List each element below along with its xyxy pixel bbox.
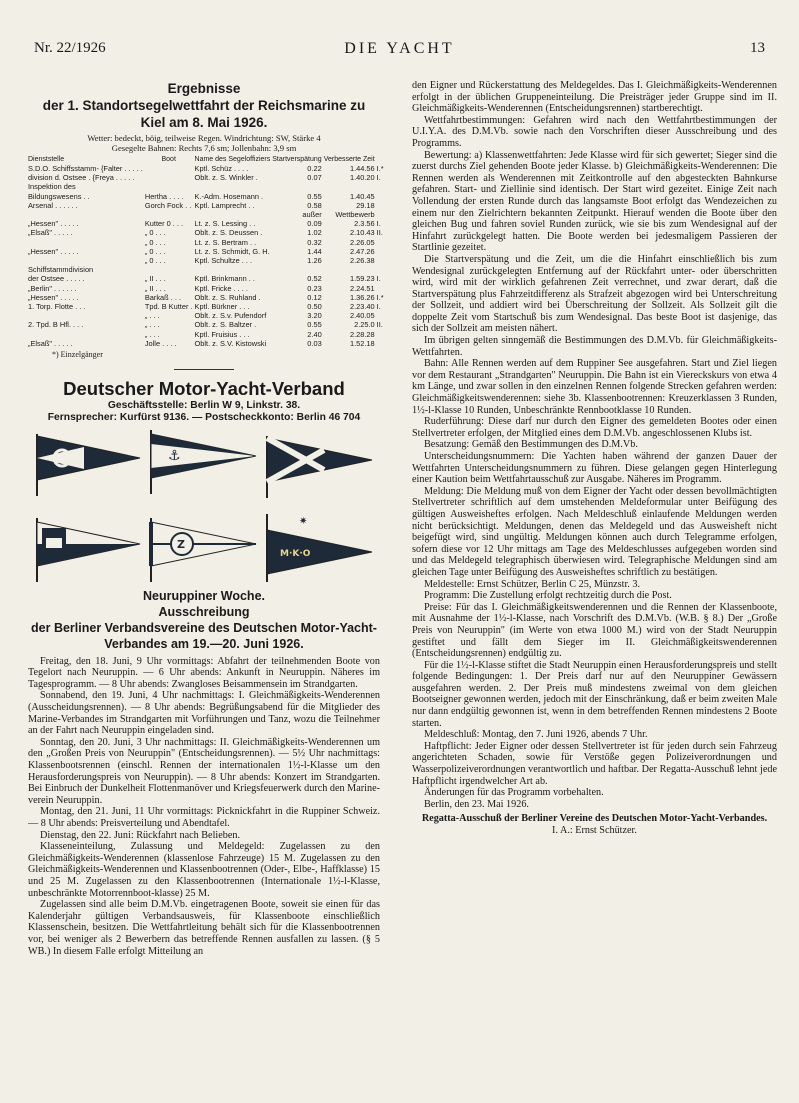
table-cell: I.: [376, 173, 381, 183]
table-cell: „Berlin" . . . . . .: [28, 283, 77, 293]
col-header: [377, 156, 386, 164]
results-table: [28, 156, 386, 348]
table-cell: 2.3.56: [354, 219, 375, 229]
table-cell: 2.10.43: [349, 228, 375, 238]
paragraph: Zugelassen sind alle beim D.M.Vb. eingetragenen Boote, soweit sie einen für das Kalenderjahr gültigen Verbandsausweis, für Klassenboote einschließlich Klassenschein, besitzen. Die Wettfahrtleitung behält sich für die Klassenbootrennen vor, bei weniger als 2 Bewerbern das betreffende Rennen ausfallen zu lassen. (§ 5 WB.) In diesem Falle erfolgt Mitteilung an: [28, 899, 380, 957]
col-header: Startverspätung: [272, 156, 322, 163]
right-column: [412, 80, 777, 837]
table-cell: Kptl. Fricke . . . .: [194, 283, 248, 293]
weather-line: Wetter: bedeckt, böig, teilweise Regen. Windrichtung: SW, Stärke 4: [87, 133, 321, 143]
table-cell: „Hessen" . . . . .: [28, 219, 79, 229]
left-column: [28, 80, 384, 957]
table-row: [28, 164, 386, 173]
paragraph: Für die 1½-l-Klasse stiftet die Stadt Neuruppin einen Herausforderungspreis und stellt folgende Bedingungen: 1. Der Preis darf nur auf den Neuruppiner Gewässern ausgefahren werden. 2. Der Preis muß mindestens zweimal von dem gleichen Bootseigner gewonnen werden, jedoch mit der Einschränkung, daß er beim zweiten Male nur dann endgültig gewonnen ist, wenn in dem betreffenden Rennen mindestens 2 Boote starten.: [412, 659, 777, 729]
table-row: [28, 228, 386, 237]
table-cell: [145, 164, 195, 173]
table-cell: [145, 210, 195, 219]
table-cell: I.: [376, 219, 381, 229]
results-title-2: der 1. Standortsegelwettfahrt der Reichsmarine zu: [42, 98, 366, 113]
course-line: Gesegelte Bahnen: Rechts 7,6 sm; Jollenbahn: 3,9 sm: [111, 143, 297, 153]
burgee-flags: [28, 428, 380, 588]
table-cell: [377, 339, 386, 348]
table-cell: 0.32: [307, 237, 322, 247]
col-header: Boot: [161, 156, 176, 163]
table-cell: [377, 311, 386, 320]
page-number: 13: [750, 40, 765, 56]
table-cell: 0.50: [307, 302, 322, 312]
table-cell: Wettbewerb: [335, 210, 375, 220]
table-cell: 1. Torp. Flotte . . .: [28, 302, 86, 312]
table-cell: „ 0 . . .: [144, 228, 166, 238]
table-cell: der Ostsee . . . . .: [28, 274, 85, 284]
table-cell: „Hessen" . . . . .: [28, 292, 79, 302]
table-cell: Oblt. z. S.V. Kistowski: [194, 338, 267, 348]
table-cell: [195, 210, 273, 219]
table-row: [28, 293, 386, 302]
table-row: [28, 320, 386, 329]
table-cell: [195, 182, 273, 191]
table-cell: [377, 256, 386, 265]
issue-number: Nr. 22/1926: [34, 40, 106, 56]
table-cell: 1.40.20: [349, 173, 375, 183]
table-cell: Oblt. z. S. Deussen .: [194, 228, 263, 238]
paragraph: Bahn: Alle Rennen werden auf dem Ruppiner See ausgefahren. Start und Ziel liegen vor dem Restaurant „Strandgarten" Neuruppin. Die Bahn ist ein Viereckskurs von etwa 4 km Länge, und zwar sollen in den einzelnen Rennen folgende Strecken gefahren werden: Gleichmäßigkeitswenderennen: siehe 3b. Klassenbootrennen: Kreuzerklassen 3 Runden, 1½-l-Klasse 10 Runden, Unbeschränkte Rennbootklasse 10 Runden.: [412, 358, 777, 416]
table-cell: 0.22: [307, 164, 322, 173]
table-cell: 2.23.40: [349, 302, 375, 312]
table-cell: 2.24.51: [349, 283, 375, 293]
paragraph: Sonntag, den 20. Juni, 3 Uhr nachmittags: II. Gleichmäßigkeits-Wenderennen um den „Großen Preis von Neuruppin" (Entscheidungsrennen). — 5½ Uhr nachmittags: Klassenbootsrennen (einschl. Rennen der internationalen 1½-l-Klasse um den Herausforderungspreis von Neuruppin). — 8 Uhr abends: Konzert im Strandgarten. Bei Einbruch der Dunkelheit Flottenmanöver und Kriegsfeuerwerk durch den Marine-verein Neuruppin.: [28, 736, 380, 806]
table-cell: 2.40: [307, 329, 322, 339]
flag-block-icon: [34, 516, 144, 582]
paragraph: Meldeschluß: Montag, den 7. Juni 1926, abends 7 Uhr.: [424, 729, 648, 741]
table-cell: 1.52.18: [349, 338, 375, 348]
table-cell: 1.44: [307, 246, 322, 256]
paragraph: Haftpflicht: Jeder Eigner oder dessen Stellvertreter ist für jeden durch sein Fahrzeug angerichteten Schaden, sowie für Verstöße gegen Polizeiverordnungen und Wasserpolizeiverordnungen verantwortlich und haftbar. Der Regatta-Ausschuß lehnt jede Haftpflicht irgendwelcher Art ab.: [412, 740, 777, 787]
table-cell: [145, 265, 195, 274]
table-cell: II.: [376, 228, 383, 238]
magazine-title: DIE YACHT: [344, 40, 455, 57]
paragraph: Änderungen für das Programm vorbehalten.: [424, 787, 604, 799]
table-cell: Kptl. Schultze . . .: [194, 256, 253, 266]
table-cell: Gorch Fock . .: [144, 200, 192, 210]
paragraph: Wettfahrtbestimmungen: Gefahren wird nach den Wettfahrtbestimmungen der U.I.Y.A. des D.M.Vb. sowie nach den Vorschriften dieser Ausschreibung und des Programms.: [412, 114, 777, 149]
table-row: [28, 173, 386, 182]
paragraph: Freitag, den 18. Juni, 9 Uhr vormittags: Abfahrt der teilnehmenden Boote von Tegelort nach Neuruppin. — 6 Uhr abends: Ankunft in Neuruppin. Näheres im Tagesprogramm. — 8 Uhr abends: Zwangloses Beisammensein im Strandgarten.: [28, 655, 380, 690]
table-cell: [28, 210, 145, 219]
table-row: [28, 256, 386, 265]
paragraph: Preise: Für das I. Gleichmäßigkeitswenderennen und die Rennen der Klassenboote, mit Ausnahme der 1½-l-Klasse, nach Vorschrift des D.M.Vb. (W.B. § 8.) Der „Große Preis von Neuruppin" (im Werte von etwa 1000 M.) wird von der Stadt Neuruppin gestiftet und fällt dem Sieger im II. Gleichmäßigkeitswenderennen (Entscheidungsrennen) endgültig zu.: [412, 601, 777, 660]
table-cell: 1.40.45: [349, 191, 375, 201]
table-cell: [377, 192, 386, 201]
paragraph: Besatzung: Gemäß den Bestimmungen des D.M.Vb.: [424, 439, 638, 451]
table-cell: [272, 182, 323, 191]
table-cell: 2.26.05: [349, 237, 375, 247]
table-row: [28, 201, 386, 210]
table-cell: „ 0 . . .: [144, 246, 166, 256]
svg-text:⚓: ⚓: [168, 447, 181, 464]
table-cell: Jolle . . . .: [144, 338, 177, 348]
table-cell: [195, 265, 273, 274]
table-cell: Hertha . . . .: [144, 191, 184, 201]
table-cell: „ II . . .: [144, 274, 166, 284]
table-cell: „ . . .: [144, 311, 160, 321]
table-cell: „ II . . .: [144, 283, 166, 293]
table-row: [28, 247, 386, 256]
paragraph: Ruderführung: Diese darf nur durch den Eigner des gemeldeten Bootes oder einen Stellvertreter erfolgen, der Mitglied eines dem D.M.Vb. angeschlossenen Klubs ist.: [412, 416, 777, 439]
table-cell: [145, 173, 195, 182]
section-subtitle-2: der Berliner Verbandsvereine des Deutschen Motor-Yacht-Verbandes am 19.—20. Juni 1926.: [31, 620, 377, 651]
table-cell: „Elsaß" . . . . .: [28, 338, 73, 348]
table-cell: Inspektion des: [28, 182, 76, 192]
table-cell: I.: [376, 274, 381, 284]
paragraph: Im übrigen gelten sinngemäß die Bestimmungen des D.M.Vb. für Gleichmäßigkeits-Wettfahrten.: [412, 335, 777, 358]
section-subtitle: Ausschreibung: [158, 604, 250, 619]
table-cell: [28, 311, 145, 320]
table-cell: 0.03: [307, 338, 322, 348]
results-table-body: [28, 164, 386, 348]
table-cell: Kptl. Bürkner . . .: [194, 302, 250, 312]
table-cell: S.D.O. Schiffsstamm- {Falter . . . . .: [28, 164, 143, 173]
table-cell: [145, 182, 195, 191]
table-row: [28, 274, 386, 283]
table-cell: [377, 210, 386, 219]
table-cell: [377, 247, 386, 256]
table-cell: 2. Tpd. B Hfl. . . .: [28, 320, 84, 330]
table-cell: 1.02: [307, 228, 322, 238]
table-row: [28, 219, 386, 228]
signature-name: I. A.: Ernst Schützer.: [552, 825, 637, 836]
table-cell: 0.55: [307, 320, 322, 330]
table-cell: Kutter 0 . . .: [144, 219, 184, 229]
footnote: *) Einzelgänger: [52, 350, 103, 360]
table-row: [28, 238, 386, 247]
col-header: Name des Segeloffiziers: [194, 156, 271, 163]
table-cell: 2.28.28: [349, 329, 375, 339]
table-cell: Lt. z. S. Lessing . .: [194, 219, 256, 229]
svg-text:✷: ✷: [299, 515, 308, 527]
table-cell: division d. Ostsee . {Freya . . . . .: [28, 173, 135, 183]
table-cell: I.: [376, 302, 381, 312]
table-cell: 1.26: [307, 256, 322, 266]
association-name: Deutscher Motor-Yacht-Verband: [63, 377, 345, 399]
paragraph: Meldung: Die Meldung muß von dem Eigner der Yacht oder dessen bevollmächtigten Stellvertreter schriftlich auf dem umstehenden Meldeformular unter Beifügung des gültigen Ausweisheftes erfolgen. Nach Meldeschluß einlaufende Meldungen werden nicht berücksichtigt. Meldungen, denen das Meldegeld und das Ausweisheft nicht beigefügt wird, sind ungültig. Meldungen können auch durch Telegramme erfolgen, sofern diese vor 12 Uhr mittags am Tage des Meldeschlusses aufgegeben worden sind und das Meldegeld telegraphisch überwiesen wird. Telegraphische Meldungen sind am gleichen Tage unter Beifügung des Ausweisheftes schriftlich zu bestätigen.: [412, 485, 777, 578]
table-cell: außer: [302, 210, 322, 220]
col-header: Dienststelle: [28, 156, 65, 163]
table-cell: Schiffstammdivision: [28, 265, 94, 275]
table-cell: Lt. z. S. Bertram . .: [194, 237, 257, 247]
table-cell: [324, 265, 377, 274]
table-row: [28, 182, 386, 191]
table-cell: Oblt. z. S. Winkler .: [194, 173, 258, 183]
table-cell: [377, 265, 386, 274]
table-cell: [377, 238, 386, 247]
table-cell: [377, 182, 386, 191]
table-cell: 3.20: [307, 311, 322, 321]
table-cell: 1.44.56: [349, 164, 375, 173]
table-cell: 1.36.26: [349, 292, 375, 302]
table-cell: Oblt. z. S.v. Pufendorf: [194, 311, 267, 321]
table-cell: Kptl. Fruisius . . .: [194, 329, 250, 339]
table-row: [28, 284, 386, 293]
table-cell: 2.47.26: [349, 246, 375, 256]
paragraph: Sonnabend, den 19. Juni, 4 Uhr nachmittags: I. Gleichmäßigkeits-Wenderennen (Ausscheidungsrennen). — 8 Uhr abends: Begrüßungsabend für die Mitglieder des Marine-Verbandes im Strandgarten mit Vorführungen und Tanz, wozu die Teilnehmer an der Fahrt nach Neuruppin eingeladen sind.: [28, 690, 380, 737]
table-cell: [28, 330, 145, 339]
table-cell: Lt. z. S. Schmidt, G. H.: [194, 246, 270, 256]
flag-mko-icon: [264, 512, 376, 582]
table-cell: 0.07: [307, 173, 322, 183]
col-header: Verbesserte Zeit: [323, 156, 375, 163]
table-cell: I.*: [376, 164, 384, 173]
paragraph: Meldestelle: Ernst Schützer, Berlin C 25, Münzstr. 3.: [424, 578, 641, 590]
table-cell: „ . . .: [144, 329, 160, 339]
table-row: [28, 311, 386, 320]
table-cell: [324, 182, 377, 191]
table-cell: Bildungswesens . .: [28, 191, 90, 201]
paragraph: Bewertung: a) Klassenwettfahrten: Jede Klasse wird für sich gewertet; Sieger sind die zuerst durchs Ziel gehenden Boote jeder Klasse. b) Gleichmäßigkeits-Wenderennen: Die Rennen werden als Wenderennen mit Zeitkontrolle auf den abgesteckten Bahnkurse gefahren. Start- und Ziellinie sind identisch. Der Start wird gezeitet. Einige Zeit nach Vollendung der ersten Runde durch das langsamste Boot erfolgt das Wendezeichen zu einem nur den Zielrichtern bekannten Zeitpunkt. Hierauf wenden die Boote über den gleichen Bug und fahren soviel Runden zurück, wie sie bis zum Wendesignal auf der Hinfahrt zurückgelegt hatten. Die Boote werden bei jedesmaligem Passieren der Startlinie gezeitet.: [412, 149, 777, 254]
divider: [174, 369, 234, 370]
table-cell: 0.23: [307, 283, 322, 293]
results-title-1: Ergebnisse: [167, 81, 241, 96]
table-cell: Arsenal . . . . . .: [28, 200, 78, 210]
table-cell: 1.59.23: [349, 274, 375, 284]
table-cell: [377, 201, 386, 210]
table-cell: [377, 330, 386, 339]
table-cell: [28, 256, 145, 265]
flag-cross-icon: [264, 434, 376, 498]
table-cell: „ 0 . . .: [144, 237, 166, 247]
paragraph: Unterscheidungsnummern: Die Yachten haben während der ganzen Dauer der Wettfahrten Unterscheidungsnummern zu führen. Diese gelangen gegen Hinterlegung einer Kaution beim Wettfahrtausschuß zur Ausgabe. Näheres im Programm.: [412, 451, 777, 486]
table-cell: „Hessen" . . . . .: [28, 246, 79, 256]
results-title-3: Kiel am 8. Mai 1926.: [140, 115, 268, 130]
paragraph: Montag, den 21. Juni, 11 Uhr vormittags: Picknickfahrt in die Ruppiner Schweiz. — 8 Uhr abends: Preisverteilung und Abendtafel.: [28, 806, 380, 829]
office-address: Geschäftsstelle: Berlin W 9, Linkstr. 38.: [107, 399, 301, 411]
flag-label: M·K·O: [280, 548, 311, 559]
table-cell: Oblt. z. S. Baltzer .: [194, 320, 257, 330]
table-cell: K.-Adm. Hosemann .: [194, 191, 264, 201]
table-cell: 0.12: [307, 292, 322, 302]
phone-line: Fernsprecher: Kurfürst 9136. — Postscheckkonto: Berlin 46 704: [47, 411, 361, 423]
table-cell: Kptl. Lamprecht . .: [194, 200, 255, 210]
paragraph: Berlin, den 23. Mai 1926.: [424, 798, 529, 810]
table-cell: 2.26.38: [349, 256, 375, 266]
table-cell: Kptl. Schüz . . . .: [194, 164, 249, 173]
svg-text:Z: Z: [177, 537, 185, 551]
table-cell: [377, 284, 386, 293]
table-row: [28, 302, 386, 311]
table-cell: 0.55: [307, 191, 322, 201]
results-table-header: [28, 156, 386, 164]
flag-wreath-icon: [34, 432, 144, 496]
paragraph: Dienstag, den 22. Juni: Rückfahrt nach Belieben.: [40, 829, 241, 841]
table-cell: Kptl. Brinkmann . .: [194, 274, 255, 284]
table-cell: 0.09: [307, 219, 322, 229]
table-cell: Barkaß . . .: [144, 292, 182, 302]
table-cell: Oblt. z. S. Ruhland .: [194, 292, 261, 302]
table-cell: 0.58: [307, 200, 322, 210]
page-header: [34, 40, 765, 60]
paragraph: Die Startverspätung und die Zeit, um die die Hinfahrt einschließlich bis zum Wendesignal zurückgelegten Entfernung auf der Rückfahrt unter- oder überschritten wird, wird mit der wirklich gefahrenen Zeit verrechnet, und zwar derart, daß die Startverspätung plus Fahrzeitdifferenz als Strafzeit abgezogen wird bei Unterschreitung der Sollzeit, und addiert wird bei Überschreitung der Sollzeit. Als Sollzeit gilt die doppelte Zeit vom Startschuß bis zum Wendesignal. Das beste Boot ist dasjenige, das sich der Sollzeit am meisten nähert.: [412, 253, 777, 335]
table-row: [28, 192, 386, 201]
flag-z-icon: [148, 516, 260, 582]
table-cell: „ . . .: [144, 320, 160, 330]
table-cell: II.: [376, 320, 383, 330]
table-cell: I.*: [376, 292, 384, 302]
table-cell: 29.18: [356, 200, 375, 210]
table-cell: „Elsaß" . . . . .: [28, 228, 73, 238]
paragraph: Klasseneinteilung, Zulassung und Meldegeld: Zugelassen zu den Gleichmäßigkeits-Wenderennen (klassenlose Fahrzeuge) 15 M. Zugelassen zu den Gleichmäßigkeits-Wenderennen und Klassenbootrennen (Oder-, Elbe-, Haffklasse) 15 und 25 M. Zugelassen zu den Klassenbootrennen (Internationale 1½-l-Klasse, unbeschränkte Motorrennboot-klasse) 25 M.: [28, 841, 380, 899]
table-row: [28, 339, 386, 348]
table-row: [28, 210, 386, 219]
table-row: [28, 330, 386, 339]
paragraph: Programm: Die Zustellung erfolgt rechtzeitig durch die Post.: [424, 590, 672, 602]
section-title: Neuruppiner Woche.: [142, 588, 265, 603]
table-row: [28, 265, 386, 274]
table-cell: [272, 265, 323, 274]
table-cell: 0.52: [307, 274, 322, 284]
table-cell: „ 0 . . .: [144, 256, 166, 266]
table-cell: [28, 238, 145, 247]
signature-org: Regatta-Ausschuß der Berliner Vereine des Deutschen Motor-Yacht-Verbandes.: [421, 813, 768, 825]
table-cell: 2.40.05: [349, 311, 375, 321]
flag-anchor-icon: [148, 428, 260, 494]
paragraph: den Eigner und Rückerstattung des Meldegeldes. Das I. Gleichmäßigkeits-Wenderennen erfolgt in der üblichen Gruppeneinteilung. Die Preisträger jeder Gruppe sind im II. Gleichmäßigkeits-Wenderennen (Entscheidungsrennen) startberechtigt.: [412, 80, 777, 115]
table-cell: 2.25.0: [354, 320, 375, 330]
table-cell: Tpd. B Kutter .: [144, 302, 193, 312]
